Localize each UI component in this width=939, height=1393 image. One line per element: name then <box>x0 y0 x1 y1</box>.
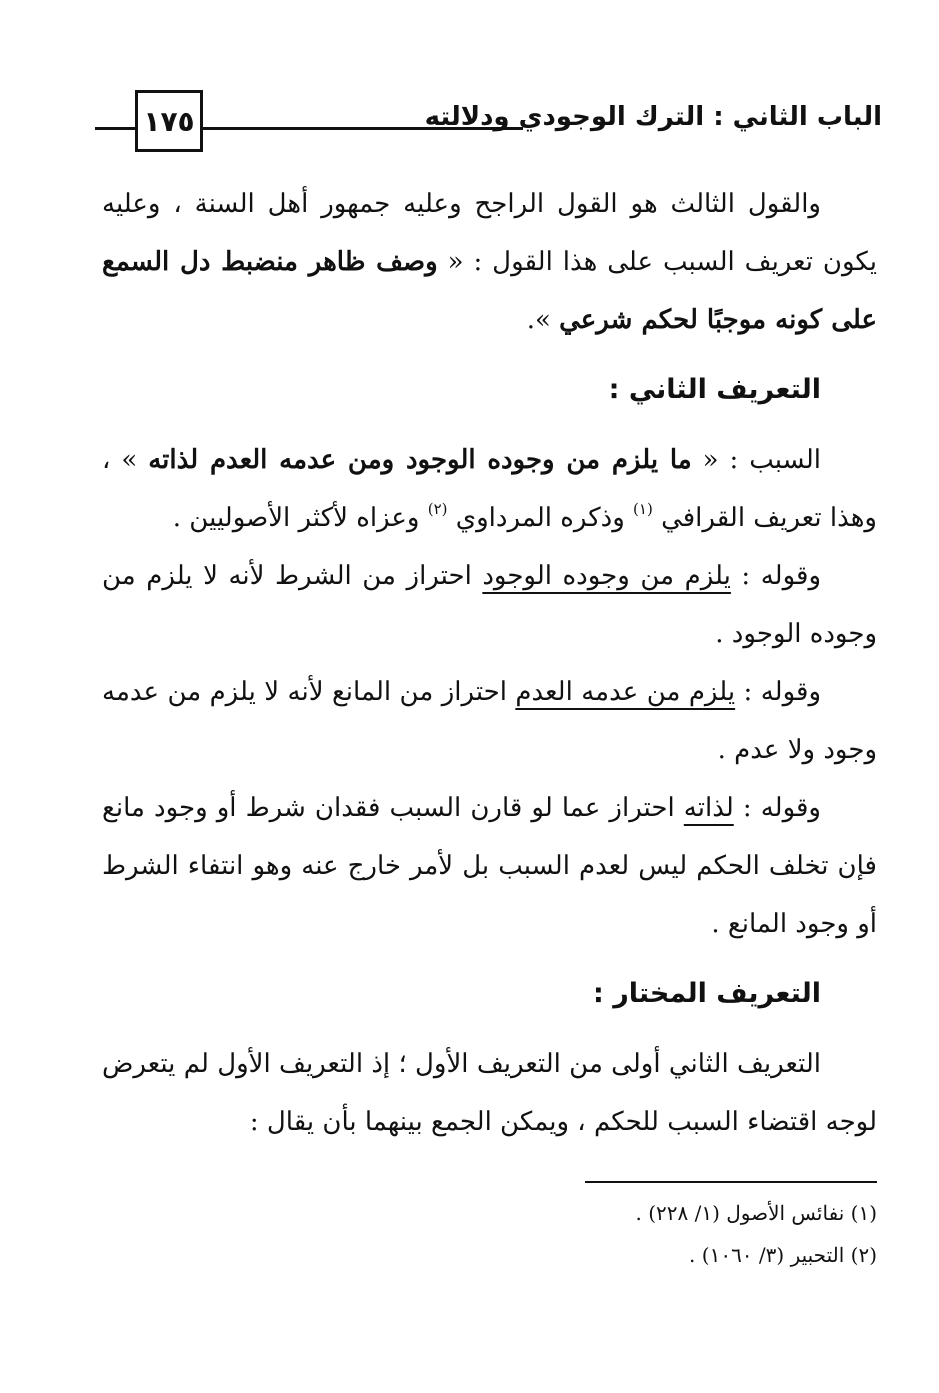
text-span: وعزاه لأكثر الأصوليين . <box>172 503 428 533</box>
footnote-2: (٢) التحبير (٣/ ١٠٦٠) . <box>689 1243 877 1267</box>
running-title: الباب الثاني : الترك الوجودي ودلالته <box>424 102 882 132</box>
heading-second-definition: التعريف الثاني : <box>608 374 821 405</box>
footnote-ref-1[interactable]: (١) <box>633 500 653 518</box>
underlined-term: يلزم من وجوده الوجود <box>482 561 731 591</box>
underlined-term: لذاته <box>683 793 734 823</box>
paragraph-by-itself-clause <box>102 779 877 953</box>
text-span: احتراز عما لو قارن السبب فقدان شرط أو وجود مانع فإن تخلف الحكم ليس لعدم السبب بل لأمر خارج عنه وهو انتفاء الشرط أو وجود المانع . <box>102 793 877 939</box>
page-number: ١٧٥ <box>135 90 203 152</box>
underlined-term: يلزم من عدمه العدم <box>515 677 736 707</box>
header-rule-left <box>95 127 137 130</box>
text-span: وقوله : <box>735 677 822 707</box>
text-span: وقوله : <box>733 793 821 823</box>
definition-1-bold: وصف ظاهر منضبط دل السمع على كونه موجبًا لحكم شرعي <box>102 247 877 335</box>
text-span: وقوله : <box>730 561 822 591</box>
footnote-separator <box>585 1181 877 1183</box>
text-span: ». <box>526 305 560 335</box>
heading-chosen-definition: التعريف المختار : <box>593 978 821 1009</box>
footnotes <box>400 1192 877 1276</box>
footnote-1: (١) نفائس الأصول (١/ ٢٢٨) . <box>635 1201 877 1225</box>
text-span: » ، وهذا تعريف القرافي <box>102 445 877 533</box>
paragraph-second-definition <box>102 431 877 547</box>
text-span: السبب : « <box>691 445 821 475</box>
paragraph-third-opinion <box>102 175 877 349</box>
footnote-ref-2[interactable]: (٢) <box>427 500 448 518</box>
paragraph-nonexistence-clause <box>102 663 877 779</box>
page-header <box>95 88 882 158</box>
text-span: احتراز من المانع لأنه لا يلزم من عدمه وجود ولا عدم . <box>102 677 877 765</box>
text-span: وذكره المرداوي <box>447 503 634 533</box>
text-span: احتراز من الشرط لأنه لا يلزم من وجوده الوجود . <box>102 561 877 649</box>
paragraph-existence-clause <box>102 547 877 663</box>
main-text <box>102 175 877 1151</box>
definition-2-bold: ما يلزم من وجوده الوجود ومن عدمه العدم لذاته <box>148 445 692 475</box>
text-span: والقول الثالث هو القول الراجح وعليه جمهور أهل السنة ، وعليه يكون تعريف السبب على هذا القول : « <box>102 189 877 277</box>
paragraph-chosen-definition: التعريف الثاني أولى من التعريف الأول ؛ إذ التعريف الأول لم يتعرض لوجه اقتضاء السبب للحكم ، ويمكن الجمع بينهما بأن يقال : <box>102 1049 877 1137</box>
